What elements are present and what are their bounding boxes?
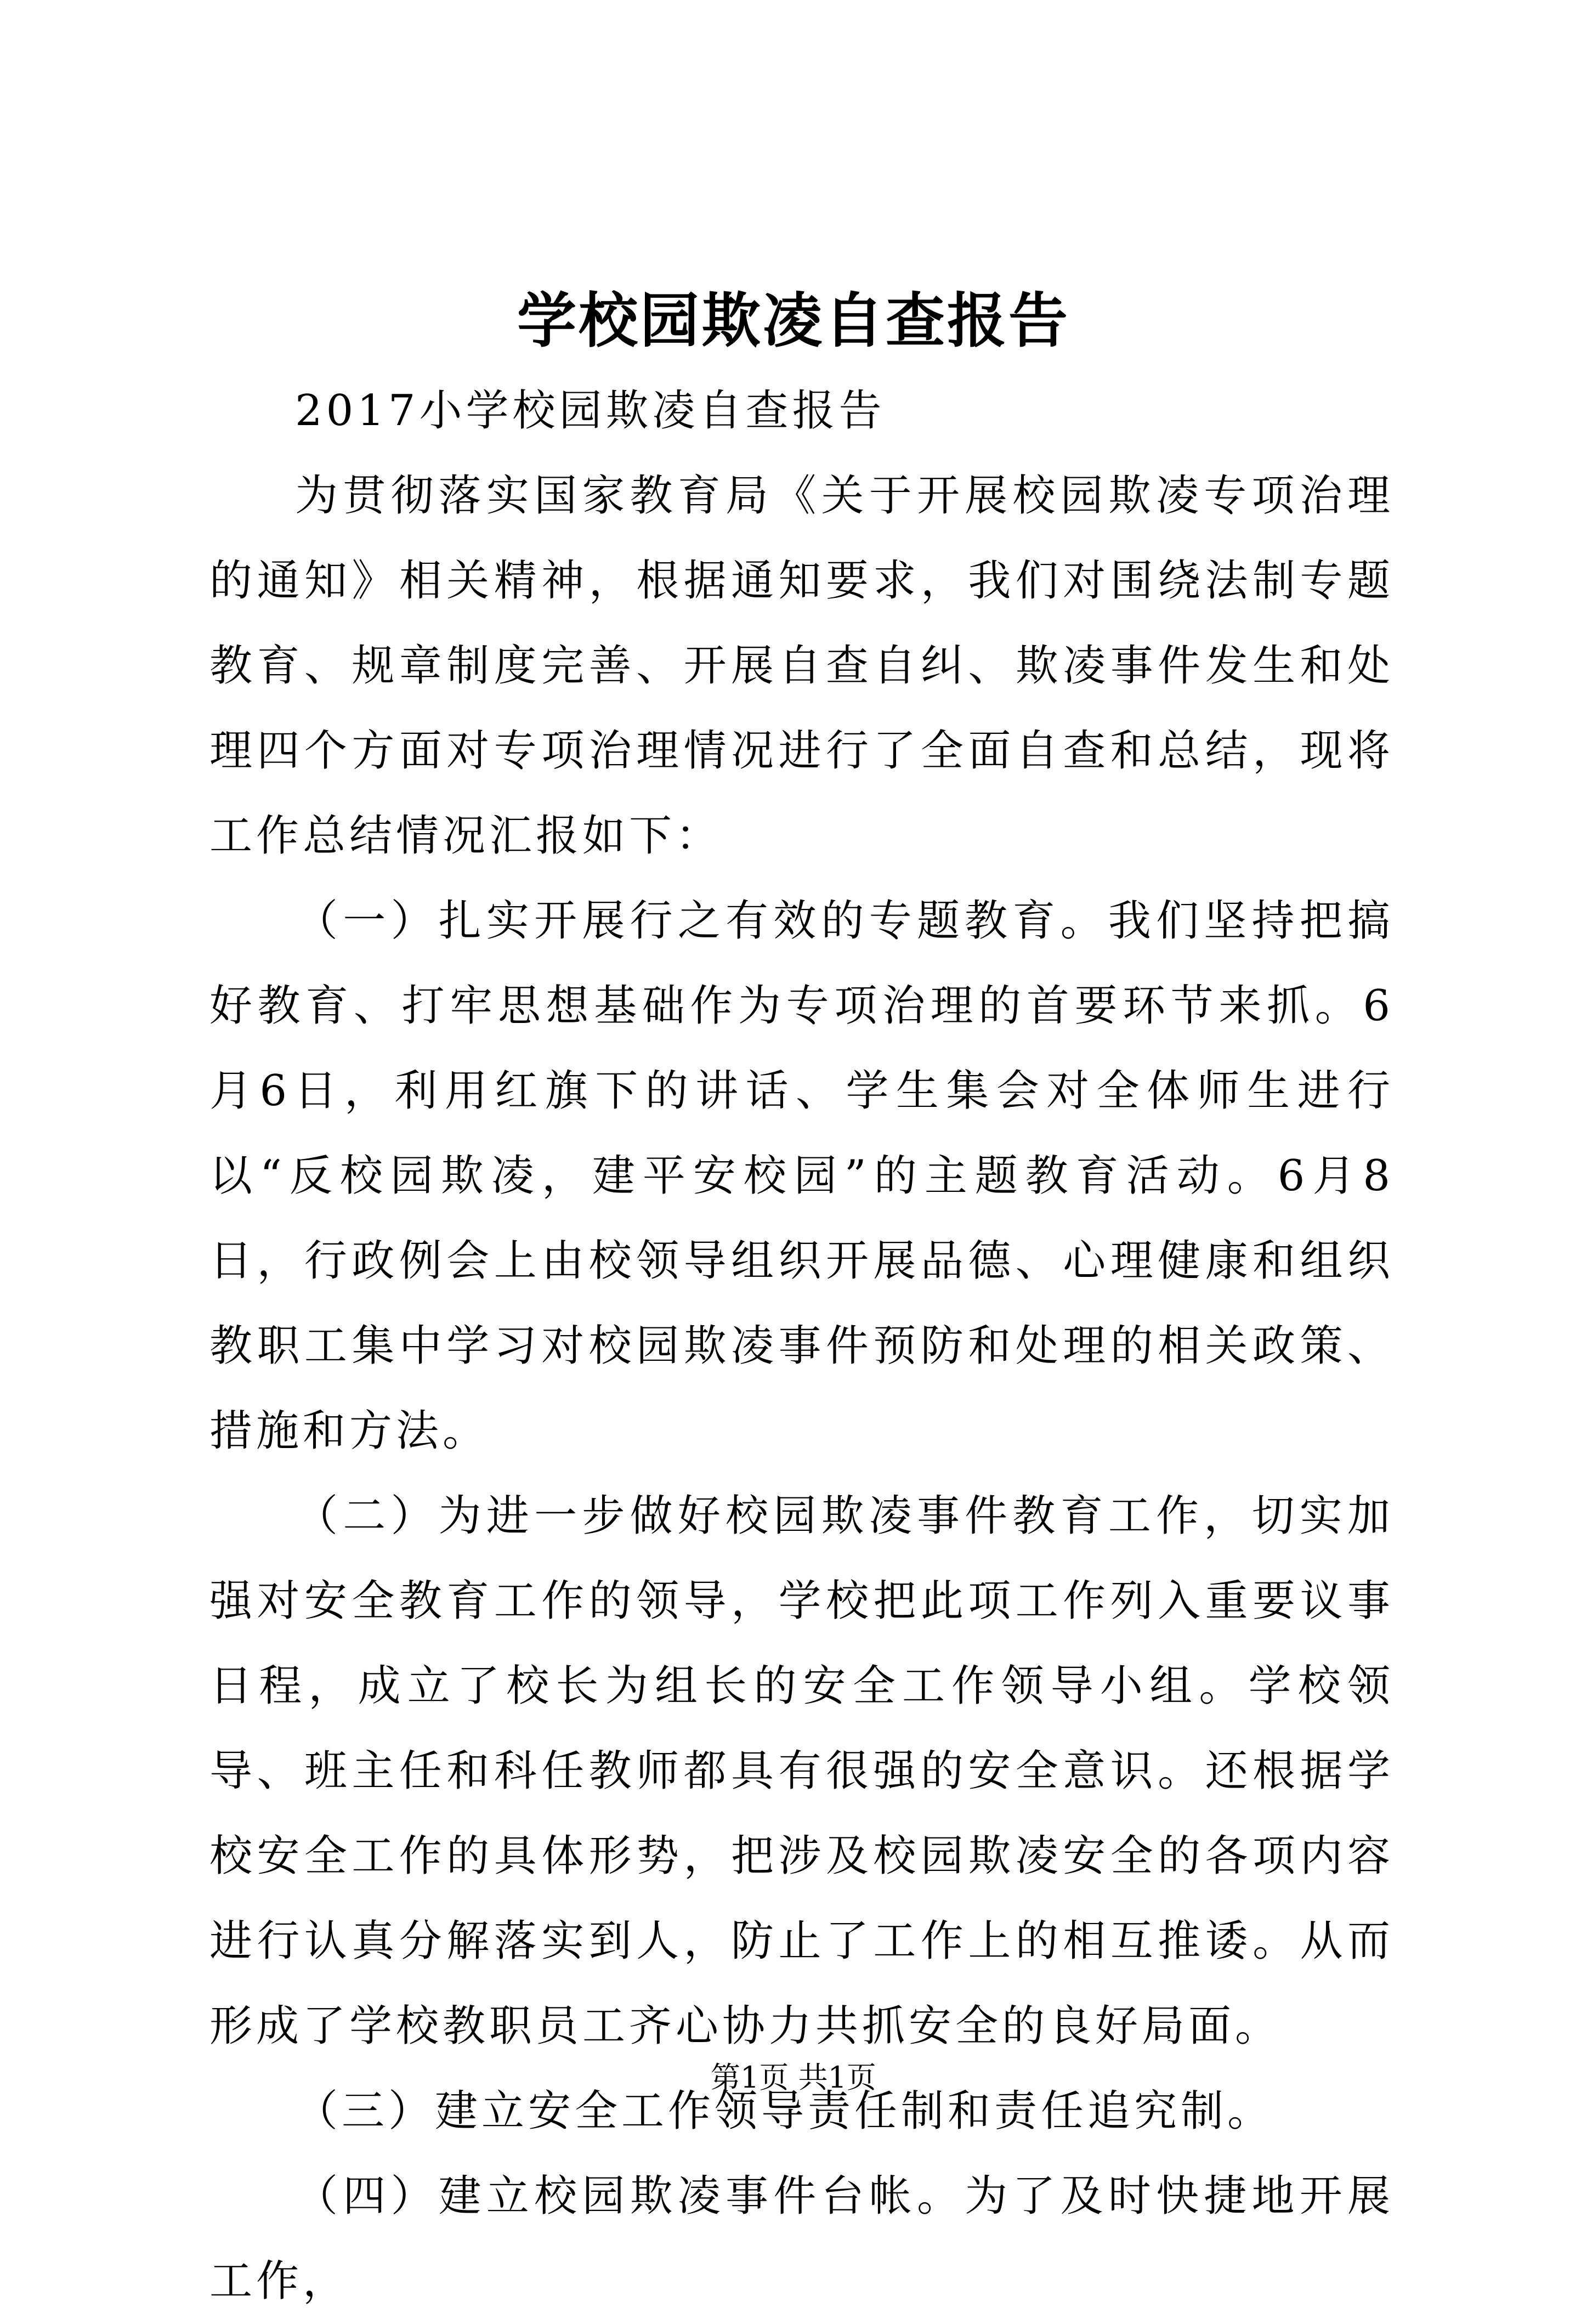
paragraph-section-1: （一）扎实开展行之有效的专题教育。我们坚持把搞好教育、打牢思想基础作为专项治理的首要环节来抓。6月6日，利用红旗下的讲话、学生集会对全体师生进行以“反校园欺凌，建平安校园”的主题教育活动。6月8日，行政例会上由校领导组织开展品德、心理健康和组织教职工集中学习对校园欺凌事件预防和处理的相关政策、措施和方法。 bbox=[209, 896, 1394, 1456]
paragraph-section-2: （二）为进一步做好校园欺凌事件教育工作，切实加强对安全教育工作的领导，学校把此项工作列入重要议事日程，成立了校长为组长的安全工作领导小组。学校领导、班主任和科任教师都具有很强的安全意识。还根据学校安全工作的具体形势，把涉及校园欺凌安全的各项内容进行认真分解落实到人，防止了工作上的相互推诿。从而形成了学校教职员工齐心协力共抓安全的良好局面。 bbox=[209, 1491, 1394, 2051]
page-number-footer: 第1页 共1页 bbox=[711, 2060, 876, 2095]
document-title: 学校园欺凌自查报告 bbox=[517, 286, 1070, 355]
paragraph-section-4: （四）建立校园欺凌事件台帐。为了及时快捷地开展工作， bbox=[209, 2172, 1394, 2306]
paragraph-section-3: （三）建立安全工作领导责任制和责任追究制。 bbox=[295, 2086, 1274, 2136]
paragraph-subtitle: 2017小学校园欺凌自查报告 bbox=[295, 386, 886, 436]
paragraph-intro: 为贯彻落实国家教育局《关于开展校园欺凌专项治理的通知》相关精神，根据通知要求，我们对围绕法制专题教育、规章制度完善、开展自查自纠、欺凌事件发生和处理四个方面对专项治理情况进行了全面自查和总结，现将工作总结情况汇报如下： bbox=[209, 471, 1394, 861]
document-body bbox=[209, 369, 1394, 2324]
